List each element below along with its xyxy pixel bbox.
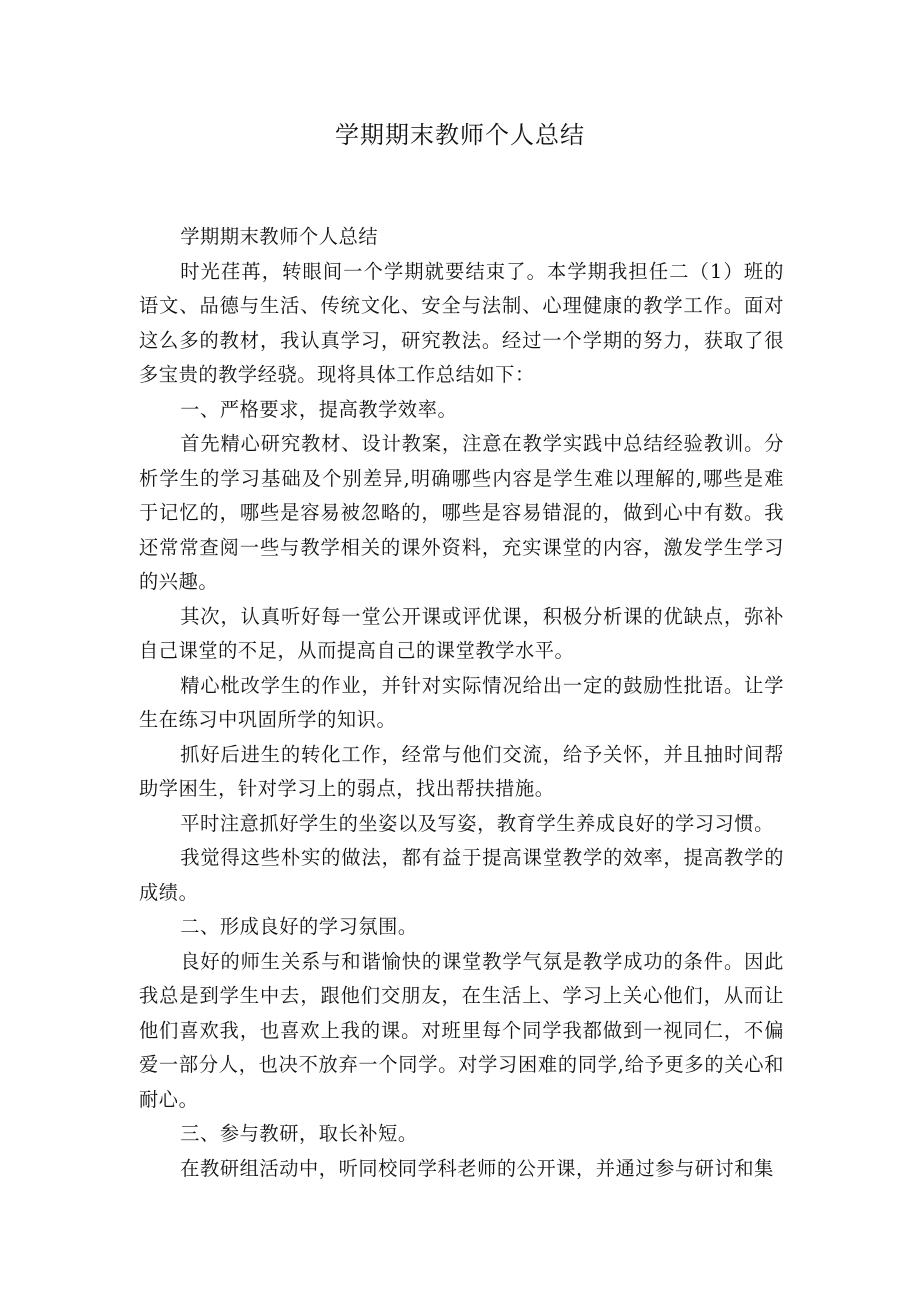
section-heading-1: 一、严格要求，提高教学效率。: [180, 397, 458, 421]
paragraph: 平时注意抓好学生的坐姿以及写姿，教育学生养成良好的学习习惯。: [180, 811, 774, 835]
paragraph: 在教研组活动中，听同校同学科老师的公开课，并通过参与研讨和集: [180, 1156, 774, 1180]
paragraph: 其次，认真听好每一堂公开课或评优课，积极分析课的优缺点，弥补自己课堂的不足，从而提高自己的课堂教学水平。: [139, 604, 784, 662]
paragraph-subtitle: 学期期末教师个人总结: [180, 225, 379, 248]
section-heading-2: 二、形成良好的学习氛围。: [180, 915, 418, 938]
paragraph: 良好的师生关系与和谐愉快的课堂教学气氛是教学成功的条件。因此我总是到学生中去，跟他们交朋友，在生活上、学习上关心他们，从而让他们喜欢我，也喜欢上我的课。对班里每个同学我都做到一视同仁，不偏爱一部分人，也决不放弃一个同学。对学习困难的同学,给予更多的关心和耐心。: [139, 949, 784, 1111]
section-heading-3: 三、参与教研，取长补短。: [180, 1122, 418, 1145]
paragraph: 抓好后进生的转化工作，经常与他们交流，给予关怀，并且抽时间帮助学困生，针对学习上的弱点，找出帮扶措施。: [139, 742, 784, 800]
paragraph-intro: 时光荏苒，转眼间一个学期就要结束了。本学期我担任二（1）班的语文、品德与生活、传统文化、安全与法制、心理健康的教学工作。面对这么多的教材，我认真学习，研究教法。经过一个学期的努力，获取了很多宝贵的教学经骁。现将具体工作总结如下：: [139, 259, 784, 386]
paragraph: 首先精心研究教材、设计教案，注意在教学实践中总结经验教训。分析学生的学习基础及个别差异,明确哪些内容是学生难以理解的,哪些是难于记忆的，哪些是容易被忽略的，哪些是容易错混的，做到心中有数。我还常常查阅一些与教学相关的课外资料，充实课堂的内容，激发学生学习的兴趣。: [139, 432, 784, 593]
paragraph: 精心枇改学生的作业，并针对实际情况给出一定的鼓励性批语。让学生在练习中巩固所学的知识。: [139, 673, 784, 731]
document-title: 学期期末教师个人总结: [335, 121, 585, 149]
paragraph: 我觉得这些朴实的做法，都有益于提高课堂教学的效率，提高教学的成绩。: [139, 846, 784, 904]
document-body: [139, 220, 784, 1186]
